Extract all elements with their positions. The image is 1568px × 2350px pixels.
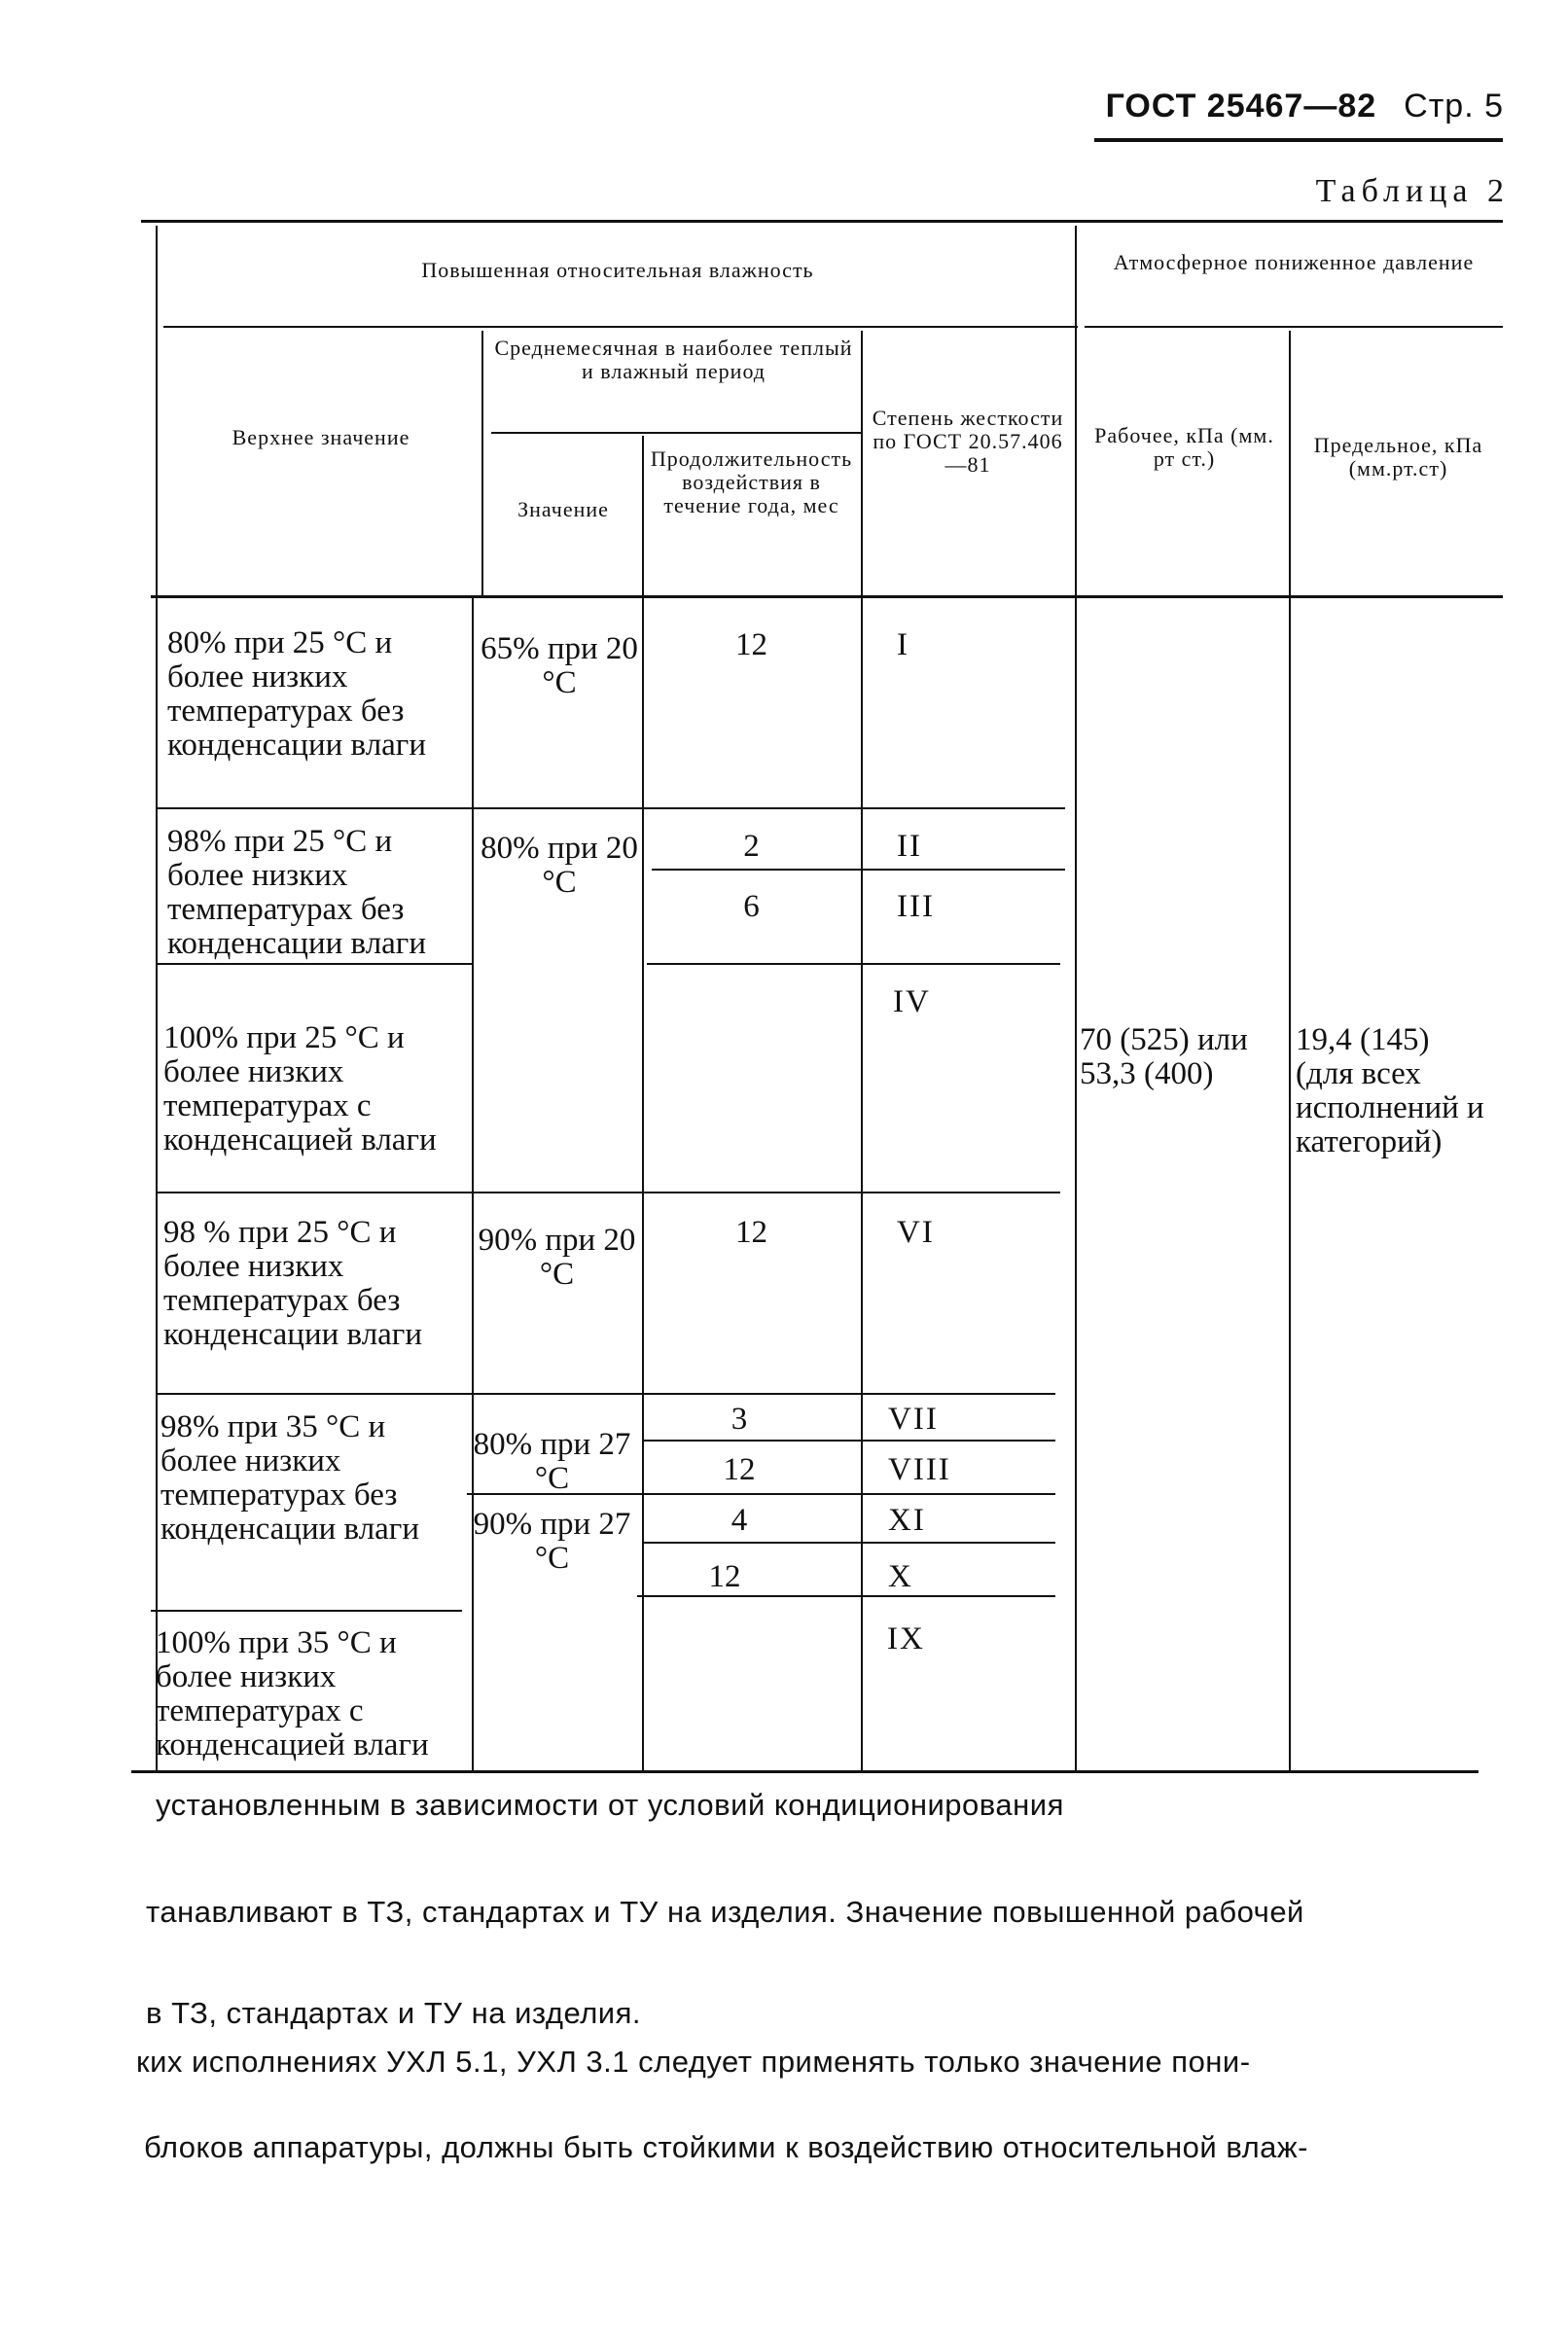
cell-severity: VIII — [888, 1452, 951, 1487]
cell-duration: 12 — [735, 1215, 767, 1250]
row-rule — [156, 963, 472, 965]
cell-upper-value: 80% при 25 °С и более низких температурах без конденсации влаги — [167, 625, 426, 763]
header-duration: Продолжительность воздействия в течение года, мес — [650, 446, 853, 517]
table-top-rule — [141, 220, 1503, 223]
cell-duration: 2 — [743, 829, 760, 864]
body-text-line: ких исполнениях УХЛ 5.1, УХЛ 3.1 следует применять только значение пони- — [136, 2045, 1251, 2079]
cell-duration: 12 — [735, 627, 767, 662]
cell-upper-value: 100% при 35 °С и более низких температурах с конденсацией влаги — [156, 1625, 429, 1762]
page-number: Стр. 5 — [1404, 88, 1504, 125]
cell-severity: IX — [887, 1621, 925, 1656]
header-working-pressure: Рабочее, кПа (мм. рт ст.) — [1094, 423, 1274, 471]
cell-upper-value: 98% при 35 °С и более низких температурах без конденсации влаги — [160, 1409, 419, 1547]
row-rule — [642, 1440, 1055, 1442]
row-rule — [156, 807, 1065, 809]
cell-duration: 12 — [708, 1559, 741, 1594]
cell-value: 65% при 20 °С — [481, 631, 638, 700]
body-text-line: установленным в зависимости от условий кондиционирования — [156, 1788, 1064, 1822]
body-text-line: блоков аппаратуры, должны быть стойкими к воздействию относительной влаж- — [144, 2130, 1308, 2164]
cell-limit-pressure: 19,4 (145) (для всех исполнений и категорий) — [1296, 1022, 1484, 1159]
header-severity: Степень жесткости по ГОСТ 20.57.406—81 — [872, 406, 1064, 477]
cell-duration: 6 — [743, 889, 760, 924]
cell-upper-value: 100% при 25 °С и более низких температурах с конденсацией влаги — [163, 1020, 437, 1157]
cell-severity: VII — [888, 1402, 939, 1437]
header-limit-pressure: Предельное, кПа (мм.рт.ст) — [1313, 433, 1483, 481]
header-bottom-rule — [151, 595, 1503, 598]
body-text-line: в ТЗ, стандартах и ТУ на изделия. — [146, 1996, 642, 2030]
header-value: Значение — [517, 497, 609, 521]
group-divider-rule — [163, 326, 1078, 328]
cell-upper-value: 98 % при 25 °С и более низких температурах без конденсации влаги — [163, 1215, 422, 1352]
header-humidity-group: Повышенная относительная влажность — [421, 258, 814, 282]
col-rule — [156, 226, 158, 1772]
group-divider-rule — [1085, 326, 1503, 328]
cell-severity: II — [897, 829, 922, 864]
row-rule — [642, 1542, 1055, 1544]
cell-working-pressure: 70 (525) или 53,3 (400) — [1080, 1022, 1248, 1091]
cell-value: 90% при 20 °С — [478, 1223, 636, 1292]
col-rule — [1075, 226, 1077, 1772]
document-id: ГОСТ 25467—82 — [1105, 88, 1377, 125]
body-text-line: танавливают в ТЗ, стандартах и ТУ на изделия. Значение повышенной рабочей — [146, 1895, 1304, 1929]
cell-duration: 4 — [731, 1503, 748, 1538]
cell-severity: IV — [893, 984, 931, 1019]
row-rule — [652, 869, 1065, 871]
row-rule — [151, 1610, 462, 1612]
cell-severity: X — [888, 1559, 913, 1594]
col-rule — [861, 331, 863, 1770]
header-upper-value: Верхнее значение — [232, 425, 410, 449]
cell-value: 90% при 27 °С — [473, 1507, 631, 1576]
cell-value: 80% при 20 °С — [481, 831, 638, 900]
cell-severity: I — [897, 627, 909, 662]
cell-upper-value: 98% при 25 °С и более низких температурах без конденсации влаги — [167, 824, 426, 961]
subheader-rule — [491, 432, 861, 434]
cell-severity: VI — [897, 1215, 935, 1250]
row-rule — [156, 1192, 1060, 1193]
row-rule — [647, 963, 1060, 965]
cell-duration: 3 — [731, 1402, 748, 1437]
table-bottom-rule — [131, 1770, 1479, 1773]
col-rule — [481, 331, 483, 595]
cell-duration: 12 — [723, 1452, 756, 1487]
header-monthly-average: Среднемесячная в наиболее теплый и влажный период — [494, 336, 853, 383]
row-rule — [637, 1595, 1055, 1597]
row-rule — [156, 1393, 1055, 1395]
cell-severity: XI — [888, 1503, 926, 1538]
cell-value: 80% при 27 °С — [473, 1427, 631, 1496]
col-rule — [1289, 331, 1291, 1770]
cell-severity: III — [897, 889, 935, 924]
col-rule — [472, 598, 474, 1770]
table-title: Таблица 2 — [1315, 173, 1510, 209]
header-pressure-group: Атмосферное пониженное давление — [1113, 250, 1475, 274]
